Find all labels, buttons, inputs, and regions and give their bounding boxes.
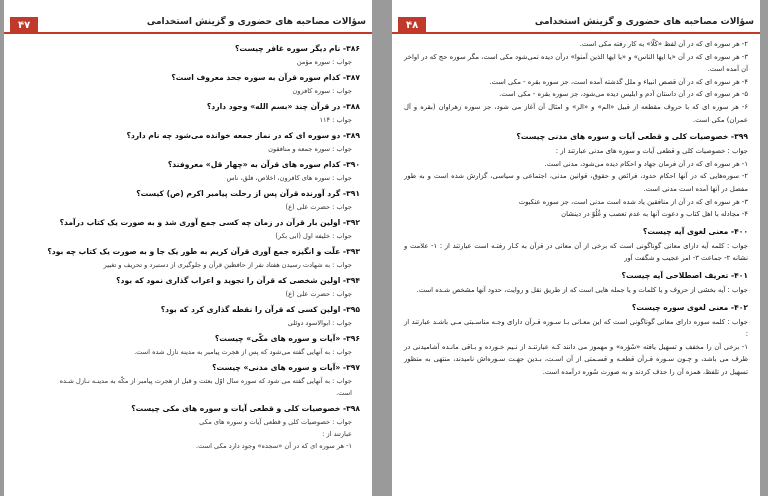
left-page	[4, 0, 372, 496]
header-title: سؤالات مصاحبه های حضوری و گزینش استخدامی	[534, 17, 754, 27]
answer-text: جواب : سوره کافرون	[292, 87, 352, 95]
answer-text: جواب : حضرت علی (ع)	[285, 290, 352, 298]
page-number-badge: ۴۸	[398, 17, 426, 34]
answer-text: جواب : حضرت علی (ع)	[285, 203, 352, 211]
paragraph: ۲- سوره‌هایی که در آنها احکام حدود، فرائض و حقوق، قوانین مدنی، اجتماعی و سیاسی، گزارش شده است و به طور مفصل در آنها آمده است مدنی است.	[404, 172, 748, 193]
right-page-content	[392, 34, 760, 378]
paragraph: ۲- هر سوره ای که در آن لفظ «کَلّا» به کار رفته مکی است.	[579, 40, 748, 48]
header-title: سؤالات مصاحبه های حضوری و گزینش استخدامی	[146, 17, 366, 27]
paragraph: ۵- هر سوره ای که در آن داستان آدم و ابلیس دیده می‌شود، جز سوره بقره - مکی است.	[499, 90, 748, 99]
question-heading: ۳۹۳- علّت و انگیزه جمع آوری قرآن کریم به طور یک جا و به صورت یک کتاب چه بود؟	[47, 247, 360, 256]
paragraph: ۴- مجادله با اهل کتاب و دعوت آنها به عدم تعصب و غُلُوّ در دینشان	[561, 210, 748, 219]
paragraph: ۱- برخی آن را مخفف و تسهیل یافته «سُؤره» و مهموز می دانند کـه عبارتنـد از نـیم خـورده و بـاقی مانـده آشامیدنی در ظرف می باشد، و چـون سـوره قـرآن قطعـه و قسـمتی از آن اسـت، بـدین جهـت سـوره‌اش نامیدند، منتهی به منظور تسهیل در تلفظ، همزه آن را حذف کردند و به صورت سُوره درآمده است.	[404, 342, 748, 376]
question-heading: ۳۹۷- «آیات و سوره های مدنی» چیست؟	[212, 363, 360, 372]
question-heading: ۴۰۱- تعریف اصطلاحی آیه چیست؟	[621, 270, 748, 280]
answer-text: جواب : خصوصیات کلی و قطعی آیات و سوره های مکی	[199, 418, 352, 426]
paragraph: ۶- هر سوره ای که با حروف مقطعه از قبیل «الم» و «الر» و امثال آن آغاز می شود، جز سوره زهراوان (بقره و آل عمران) مکی است.	[404, 102, 748, 124]
answer-text: جواب : سوره مؤمن	[296, 58, 352, 66]
right-page	[392, 0, 760, 496]
paragraph: جواب : آیه بخشی از حروف و یا کلمات و یا جمله هایی است که از طریق نقل و روایت، حدود آنها مشخص شـده است.	[416, 285, 748, 294]
answer-text: جواب : خلیفه اول (ابی بکر)	[275, 232, 352, 240]
question-heading: ۴۰۲- معنی لغوی سوره چیست؟	[631, 302, 748, 312]
question-heading: ۳۸۹- دو سوره ای که در نماز جمعه خوانده می‌شود چه نام دارد؟	[126, 131, 360, 140]
question-heading: ۳۸۷- کدام سوره قرآن به سوره جحد معروف است؟	[171, 73, 360, 82]
answer-text: ۱- هر سوره ای که در آن «سجده» وجود دارد مکی است.	[196, 442, 352, 450]
question-heading: ۳۹۱- گرد آورنده قرآن پس از رحلت پیامبر اکرم (ص) کیست؟	[136, 189, 360, 198]
paragraph: جواب : خصوصیات کلی و قطعی آیات و سوره های مدنی عبارتند از :	[555, 147, 748, 156]
page-header	[4, 0, 372, 34]
answer-text: جواب : سوره جمعه و منافقون	[268, 145, 352, 153]
answer-text: جواب : به شهادت رسیدن هفتاد نفر از حافظین قرآن و جلوگیری از دستبرد و تحریف و تغییر	[103, 261, 352, 269]
paragraph: ۴- هر سوره ای که در آن قصص انبیاء و ملل گذشته آمده است، جز سوره بقره - مکی است.	[489, 77, 748, 86]
question-heading: ۳۹۹- خصوصیات کلی و قطعی آیات و سوره های مدنی چیست؟	[516, 132, 748, 142]
answer-text: جواب : سوره های کافرون، اخلاص، فلق، ناس	[226, 174, 352, 182]
paragraph: ۳- هر سوره ای که در آن «یا ایها الناس» و «یا ایها الذین آمنوا» درآن دیده نمی‌شود مکی است، مگر سوره حج که در اواخر آن آمده است.	[404, 52, 748, 74]
paragraph: ۳- هر سوره ای که در آن از منافقین یاد شده است مدنی است، جز سوره عنکبوت	[518, 197, 748, 206]
answer-text: است.	[336, 389, 352, 397]
page-header	[392, 0, 760, 34]
answer-text: عبارتند از :	[322, 430, 352, 438]
answer-text: جواب : ابوالاسود دوئلی	[287, 319, 352, 327]
question-heading: ۳۹۸- خصوصیات کلی و قطعی آیات و سوره های مکی چیست؟	[131, 404, 360, 413]
question-heading: ۴۰۰- معنی لغوی آیه چیست؟	[642, 226, 748, 236]
question-heading: ۳۹۶- «آیات و سوره های مکّی» چیست؟	[214, 334, 360, 343]
question-heading: ۳۹۵- اولین کسی که قرآن را نقطه گذاری کرد که بود؟	[160, 305, 360, 314]
paragraph: جواب : کلمه سوره دارای معانی گوناگونی است که این معـانی بـا سـوره قـرآن دارای وجـه مناسـبتی مـی باشـد عبارتند از :	[404, 317, 748, 339]
question-heading: ۳۹۲- اولین بار قرآن در زمان چه کسی جمع آوری شد و به صورت یک کتاب درآمد؟	[59, 218, 360, 227]
question-heading: ۳۹۰- کدام سوره های قرآن به «چهار قل» معروفند؟	[167, 160, 360, 169]
question-heading: ۳۸۸- در قرآن چند «بسم الله» وجود دارد؟	[206, 102, 360, 111]
question-heading: ۳۹۴- اولین شخصی که قرآن را تجوید و اعراب گذاری نمود که بود؟	[116, 276, 360, 285]
paragraph: ۱- هر سوره ای که در آن فرمان جهاد و احکام دیده می‌شود، مدنی است.	[544, 159, 748, 168]
answer-text: جواب : به آنهایی گفته می شود که سوره سال اوّل بعثت و قبل از هجرت پیامبر از مکّه به مدینـه نـازل شـده	[59, 377, 352, 385]
answer-text: جواب : ۱۱۴	[319, 116, 352, 124]
page-number-badge: ۴۷	[10, 17, 38, 34]
left-page-content	[4, 34, 372, 451]
answer-text: جواب : به آنهایی گفته می‌شود که پس از هجرت پیامبر به مدینه نازل شده است.	[134, 348, 352, 356]
paragraph: جواب : کلمه آیه دارای معانی گوناگونی است که برخی از آن معانی در قرآن به کـار رفتـه است عبارتند از : ۱- علامت و نشانه ۲- جماعت ۳- امر عجیب و شگفت آور	[404, 241, 748, 263]
question-heading: ۳۸۶- نام دیگر سوره غافر چیست؟	[235, 44, 360, 53]
